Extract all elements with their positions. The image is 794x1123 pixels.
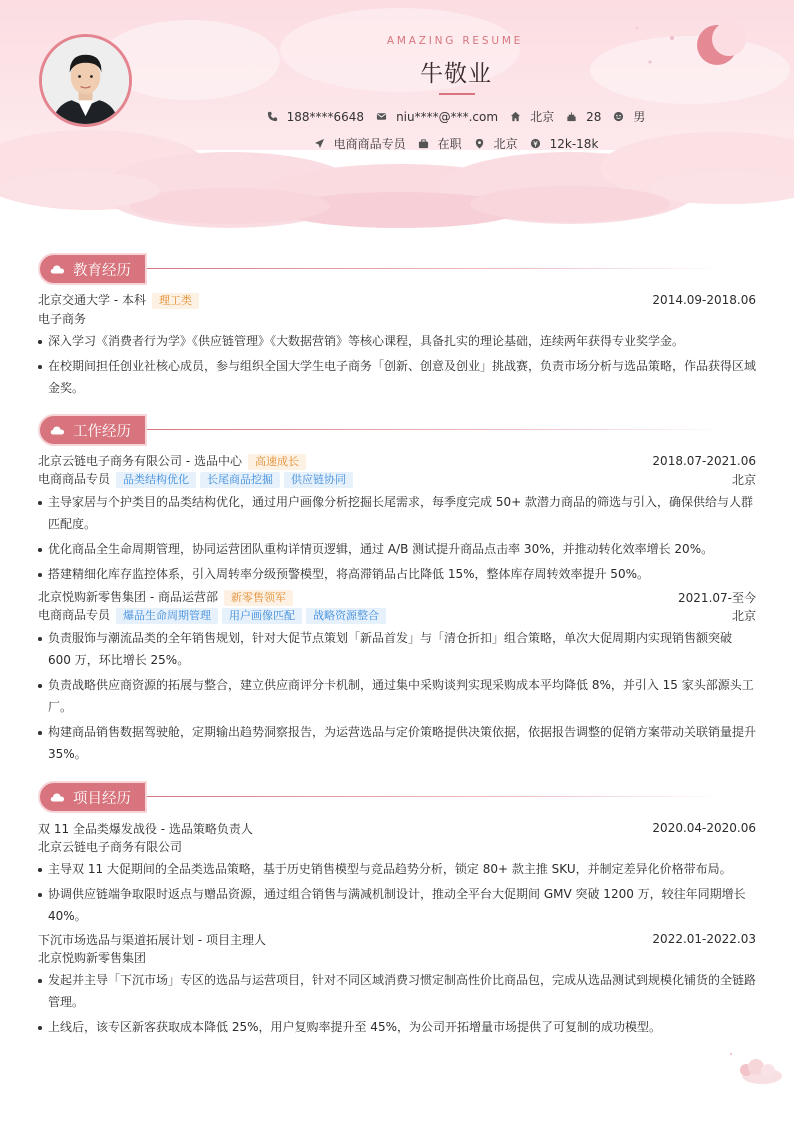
work-city: 北京 <box>731 608 756 623</box>
project-name: 双 11 全品类爆发战役 - 选品策略负责人 <box>38 821 253 836</box>
role-name: 电商商品专员 <box>38 608 111 622</box>
section-header <box>38 781 756 813</box>
school-tag: 理工类 <box>152 293 199 309</box>
project-entry <box>38 819 756 927</box>
section-title-pill <box>38 781 147 813</box>
project-section <box>38 781 756 1041</box>
smile-icon <box>613 111 624 122</box>
email-info <box>376 110 498 124</box>
salary-text: 12k-18k <box>549 136 599 151</box>
skill-tag: 爆品生命周期管理 <box>116 608 218 624</box>
location-pin-icon <box>474 138 485 149</box>
role-name: 电商商品专员 <box>38 472 111 486</box>
section-title-pill <box>38 253 147 285</box>
company-tag: 高速成长 <box>248 454 306 470</box>
company-tag: 新零售领军 <box>224 590 293 606</box>
location-text: 北京 <box>493 137 518 151</box>
list-item: 上线后，该专区新客获取成本降低 25%，用户复购率提升至 45%，为公司开拓增量市场提供了可复制的成功模型。 <box>38 1016 756 1038</box>
cake-icon <box>566 111 577 122</box>
list-item: 负责服饰与潮流品类的全年销售规划，针对大促节点策划「新品首发」与「清仓折扣」组合策略，单次大促周期内实现销售额突破 600 万，环比增长 25%。 <box>38 627 756 671</box>
work-section <box>38 414 756 768</box>
list-item: 主导双 11 大促期间的全品类选品策略，基于历史销售模型与竞品趋势分析，锁定 80+ 款主推 SKU，并制定差异化价格带布局。 <box>38 858 756 880</box>
cloud-icon <box>50 425 65 435</box>
status-text: 在职 <box>437 137 462 151</box>
education-bullets <box>38 330 756 399</box>
section-divider <box>147 268 725 269</box>
list-item: 在校期间担任创业社核心成员，参与组织全国大学生电子商务「创新、创意及创业」挑战赛，负责市场分析与选品策略，作品获得区域金奖。 <box>38 355 756 399</box>
name-underline <box>439 93 475 95</box>
resume-header <box>0 0 794 232</box>
project-org: 北京悦购新零售集团 <box>38 950 147 965</box>
intent-row <box>0 135 794 152</box>
section-divider <box>147 796 725 797</box>
section-divider <box>147 429 725 430</box>
skill-tag: 长尾商品挖掘 <box>200 472 280 488</box>
list-item: 搭建精细化库存监控体系，引入周转率分级预警模型，将高滞销品占比降低 15%，整体库存周转效率提升 50%。 <box>38 563 756 585</box>
list-item: 发起并主导「下沉市场」专区的选品与运营项目，针对不同区域消费习惯定制高性价比商品包，完成从选品测试到规模化铺货的全链路管理。 <box>38 969 756 1013</box>
cloud-icon <box>50 792 65 802</box>
list-item: 负责战略供应商资源的拓展与整合，建立供应商评分卡机制，通过集中采购谈判实现采购成本平均降低 8%，并引入 15 家头部源头工厂。 <box>38 674 756 718</box>
skill-tag: 供应链协同 <box>284 472 353 488</box>
section-title-pill <box>38 414 147 446</box>
briefcase-icon <box>418 138 429 149</box>
salary-info <box>530 137 599 151</box>
list-item: 协调供应链端争取限时返点与赠品资源，通过组合销售与满减机制设计，推动全平台大促期间 GMV 突破 1200 万，较往年同期增长 40%。 <box>38 883 756 927</box>
project-entry <box>38 930 756 1038</box>
status-info <box>418 135 462 152</box>
project-period: 2022.01-2022.03 <box>652 932 756 946</box>
work-city: 北京 <box>731 472 756 487</box>
money-icon <box>530 138 541 149</box>
resume-subtitle: AMAZING RESUME <box>386 35 524 47</box>
section-title: 工作经历 <box>73 423 131 440</box>
company-name: 北京悦购新零售集团 - 商品运营部 <box>38 590 218 604</box>
education-entry <box>38 291 756 399</box>
city-info <box>510 108 554 125</box>
list-item: 主导家居与个护类目的品类结构优化，通过用户画像分析挖掘长尾需求，每季度完成 50+ 款潜力商品的筛选与引入，确保供给与人群匹配度。 <box>38 491 756 535</box>
list-item: 构建商品销售数据驾驶舱，定期输出趋势洞察报告，为运营选品与定价策略提供决策依据，依据报告调整的促销方案带动关联销量提升 35%。 <box>38 721 756 765</box>
school-name: 北京交通大学 - 本科 <box>38 293 146 307</box>
section-title: 项目经历 <box>73 790 131 807</box>
send-icon <box>314 138 325 149</box>
cloud-icon <box>50 264 65 274</box>
city-text: 北京 <box>530 110 555 124</box>
project-period: 2020.04-2020.06 <box>652 821 756 835</box>
work-entry <box>38 452 756 585</box>
work-period: 2021.07-至今 <box>678 590 756 605</box>
project-bullets <box>38 969 756 1038</box>
list-item: 优化商品全生命周期管理，协同运营团队重构详情页逻辑，通过 A/B 测试提升商品点击率 30%，并推动转化效率增长 20%。 <box>38 538 756 560</box>
work-period: 2018.07-2021.06 <box>652 454 756 468</box>
candidate-name: 牛敬业 <box>420 61 492 87</box>
gender-text: 男 <box>633 110 646 124</box>
work-entry <box>38 588 756 765</box>
home-icon <box>510 111 521 122</box>
major-name: 电子商务 <box>38 311 87 326</box>
contact-row <box>0 108 794 125</box>
phone-info <box>267 110 364 124</box>
mail-icon <box>376 111 387 122</box>
location-info <box>474 135 518 152</box>
section-header <box>38 253 756 285</box>
age-info <box>566 110 601 124</box>
project-name: 下沉市场选品与渠道拓展计划 - 项目主理人 <box>38 932 266 947</box>
gender-info <box>613 108 645 125</box>
section-header <box>38 414 756 446</box>
list-item: 深入学习《消费者行为学》《供应链管理》《大数据营销》等核心课程，具备扎实的理论基础，连续两年获得专业奖学金。 <box>38 330 756 352</box>
age-text: 28 <box>586 109 602 124</box>
phone-icon <box>267 111 278 122</box>
work-bullets <box>38 627 756 765</box>
position-text: 电商商品专员 <box>333 137 406 151</box>
education-period: 2014.09-2018.06 <box>652 293 756 307</box>
skill-tag: 用户画像匹配 <box>222 608 302 624</box>
position-info <box>314 135 406 152</box>
section-title: 教育经历 <box>73 262 131 279</box>
project-bullets <box>38 858 756 927</box>
skill-tag: 品类结构优化 <box>116 472 196 488</box>
email-text: niu****@***.com <box>396 109 499 124</box>
project-org: 北京云链电子商务有限公司 <box>38 839 183 854</box>
company-name: 北京云链电子商务有限公司 - 选品中心 <box>38 454 242 468</box>
skill-tag: 战略资源整合 <box>306 608 386 624</box>
education-section <box>38 253 756 402</box>
work-bullets <box>38 491 756 585</box>
phone-text: 188****6648 <box>286 109 365 124</box>
decorative-cloud-icon <box>728 1050 786 1086</box>
